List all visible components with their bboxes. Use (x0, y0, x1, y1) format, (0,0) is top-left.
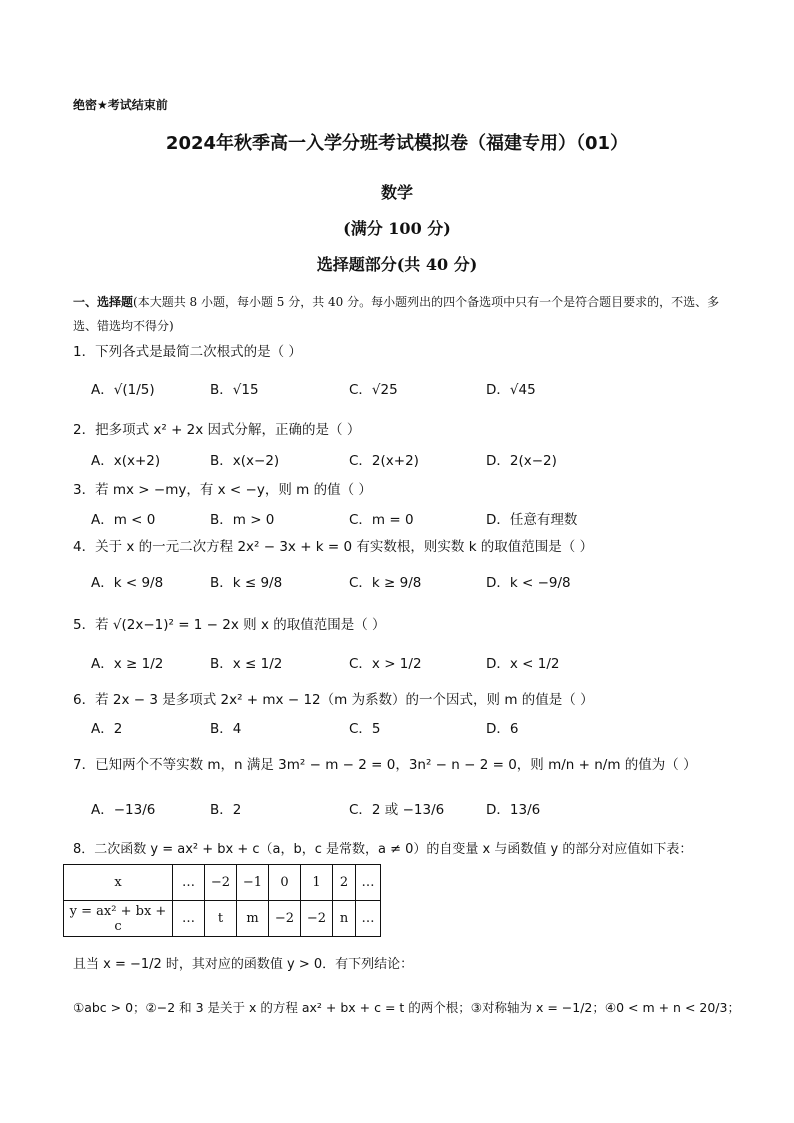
question-4-option-d: D．k < −9/8 (486, 575, 571, 591)
question-4-option-b: B．k ≤ 9/8 (210, 575, 283, 591)
table-cell: −1 (237, 865, 269, 901)
table-cell: y = ax² + bx + c (64, 901, 173, 937)
table-cell: 2 (333, 865, 356, 901)
table-cell: … (356, 865, 381, 901)
question-2-option-a: A．x(x+2) (91, 453, 161, 469)
table-cell: t (205, 901, 237, 937)
question-4-stem: 4．关于 x 的一元二次方程 2x² − 3x + k = 0 有实数根，则实数 k 的取值范围是（ ） (73, 539, 594, 555)
score-heading: (满分 100 分) (343, 219, 451, 238)
question-1-option-a: A．√(1/5) (91, 382, 155, 398)
question-7-option-d: D．13/6 (486, 802, 541, 818)
question-8-conclusions: ①abc > 0；②−2 和 3 是关于 x 的方程 ax² + bx + c = t 的两个根；③对称轴为 x = −1/2；④0 < m + n < 20/3； (73, 1000, 740, 1015)
table-cell: … (173, 865, 205, 901)
table-row (64, 901, 381, 937)
question-3-option-d: D．任意有理数 (486, 512, 578, 528)
question-2-stem: 2．把多项式 x² + 2x 因式分解，正确的是（ ） (73, 422, 361, 438)
table-cell: m (237, 901, 269, 937)
question-1-option-c: C．√25 (349, 382, 398, 398)
table-cell: … (173, 901, 205, 937)
question-4-option-a: A．k < 9/8 (91, 575, 164, 591)
table-cell: … (356, 901, 381, 937)
question-8-stem: 8．二次函数 y = ax² + bx + c（a，b，c 是常数，a ≠ 0）的自变量 x 与函数值 y 的部分对应值如下表： (73, 842, 693, 857)
question-5-option-b: B．x ≤ 1/2 (210, 656, 283, 672)
question-5-stem: 5．若 √(2x−1)² = 1 − 2x 则 x 的取值范围是（ ） (73, 617, 386, 633)
section-note: (本大题共 8 小题，每小题 5 分，共 40 分。每小题列出的四个备选项中只有一个是符合题目要求的，不选、多选、错选均不得分) (73, 295, 720, 333)
table-cell: 1 (301, 865, 333, 901)
section-heading: 一、选择题 (73, 295, 134, 309)
question-6-option-a: A．2 (91, 721, 123, 737)
question-7-option-c: C．2 或 −13/6 (349, 802, 445, 818)
section-instructions (73, 290, 723, 338)
question-6-option-d: D．6 (486, 721, 519, 737)
subject-heading: 数学 (380, 183, 413, 202)
question-2-option-c: C．2(x+2) (349, 453, 419, 469)
table-cell: n (333, 901, 356, 937)
value-table (63, 864, 381, 937)
question-5-option-c: C．x > 1/2 (349, 656, 422, 672)
question-6-option-b: B．4 (210, 721, 242, 737)
question-3-option-b: B．m > 0 (210, 512, 275, 528)
question-4-option-c: C．k ≥ 9/8 (349, 575, 422, 591)
question-2-option-d: D．2(x−2) (486, 453, 557, 469)
question-3-option-c: C．m = 0 (349, 512, 414, 528)
question-3-stem: 3．若 mx > −my，有 x < −y，则 m 的值（ ） (73, 482, 372, 498)
question-1-option-d: D．√45 (486, 382, 536, 398)
question-1-option-b: B．√15 (210, 382, 259, 398)
table-cell: −2 (301, 901, 333, 937)
question-8-note: 且当 x = −1/2 时，其对应的函数值 y > 0．有下列结论： (73, 957, 414, 972)
table-row (64, 865, 381, 901)
table-cell: −2 (269, 901, 301, 937)
question-6-option-c: C．5 (349, 721, 381, 737)
page-title: 2024年秋季高一入学分班考试模拟卷（福建专用）（01） (165, 133, 629, 154)
question-2-option-b: B．x(x−2) (210, 453, 280, 469)
question-7-option-a: A．−13/6 (91, 802, 156, 818)
question-6-stem: 6．若 2x − 3 是多项式 2x² + mx − 12（m 为系数）的一个因式，则 m 的值是（ ） (73, 692, 594, 708)
table-cell: x (64, 865, 173, 901)
question-7-option-b: B．2 (210, 802, 242, 818)
question-1-stem: 1．下列各式是最简二次根式的是（ ） (73, 344, 302, 360)
question-5-option-d: D．x < 1/2 (486, 656, 560, 672)
confidential-label: 绝密★考试结束前 (73, 98, 168, 112)
table-cell: −2 (205, 865, 237, 901)
table-cell: 0 (269, 865, 301, 901)
question-3-option-a: A．m < 0 (91, 512, 156, 528)
part-heading: 选择题部分(共 40 分) (316, 255, 478, 274)
question-5-option-a: A．x ≥ 1/2 (91, 656, 164, 672)
question-7-stem: 7．已知两个不等实数 m，n 满足 3m² − m − 2 = 0，3n² − n − 2 = 0，则 m/n + n/m 的值为（ ） (73, 757, 697, 773)
